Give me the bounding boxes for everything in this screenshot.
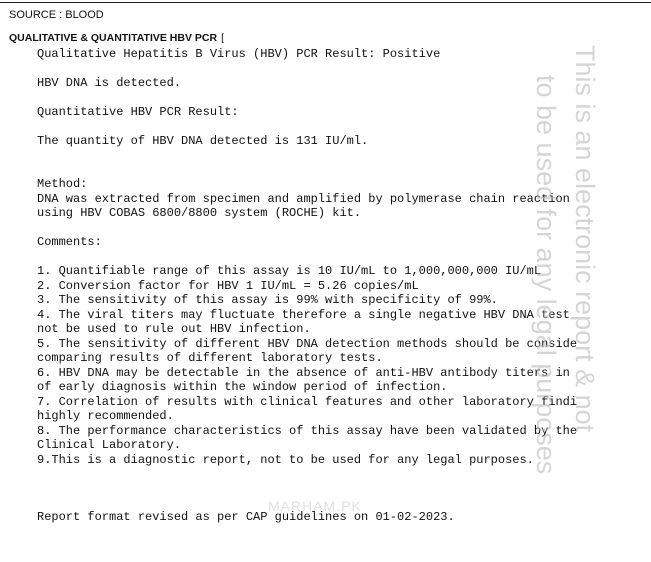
comments-heading: Comments:	[37, 235, 102, 249]
qualitative-result: Qualitative Hepatitis B Virus (HBV) PCR Result: Positive	[37, 47, 441, 61]
watermark-line-1: This is an electronic report & not	[570, 45, 600, 433]
comment-line: not be used to rule out HBV infection.	[37, 322, 311, 336]
comment-line: 7. Correlation of results with clinical features and other laboratory findi	[37, 394, 578, 409]
comment-line: highly recommended.	[37, 409, 174, 423]
comment-line: Clinical Laboratory.	[37, 438, 182, 452]
comment-line: 8. The performance characteristics of this assay have been validated by the	[37, 423, 578, 438]
quantity-statement: The quantity of HBV DNA detected is 131 IU/ml.	[37, 134, 369, 148]
site-watermark: MARHAM.PK	[268, 498, 362, 514]
comment-line: 5. The sensitivity of different HBV DNA detection methods should be conside	[37, 336, 578, 351]
comment-line: 2. Conversion factor for HBV 1 IU/mL = 5.26 copies/mL	[37, 278, 419, 293]
comment-line: 9.This is a diagnostic report, not to be used for any legal purposes.	[37, 452, 534, 467]
comment-line: comparing results of different laboratory tests.	[37, 351, 383, 365]
footer-note: Report format revised as per CAP guidelines on 01-02-2023.	[37, 510, 455, 524]
section-title-bracket: [	[221, 32, 224, 44]
section-title	[9, 32, 224, 44]
section-title-text: QUALITATIVE & QUANTITATIVE HBV PCR	[9, 32, 218, 44]
method-line: using HBV COBAS 6800/8800 system (ROCHE) kit.	[37, 206, 362, 220]
specimen-source: SOURCE : BLOOD	[9, 9, 104, 21]
comment-line: 1. Quantifiable range of this assay is 10 IU/mL to 1,000,000,000 IU/mL	[37, 264, 542, 278]
comment-line: 6. HBV DNA may be detectable in the absence of anti-HBV antibody titers in	[37, 365, 570, 380]
comment-line: 4. The viral titers may fluctuate therefore a single negative HBV DNA test	[37, 307, 570, 322]
detection-statement: HBV DNA is detected.	[37, 76, 182, 90]
method-line: DNA was extracted from specimen and amplified by polymerase chain reaction	[37, 191, 570, 206]
method-heading: Method:	[37, 177, 88, 191]
watermark-line-2: to be used for any legal purposes	[531, 75, 561, 475]
top-rule	[0, 2, 651, 3]
comment-line: 3. The sensitivity of this assay is 99% with specificity of 99%.	[37, 293, 498, 307]
comment-line: of early diagnosis within the window period of infection.	[37, 380, 448, 394]
quantitative-heading: Quantitative HBV PCR Result:	[37, 105, 239, 119]
